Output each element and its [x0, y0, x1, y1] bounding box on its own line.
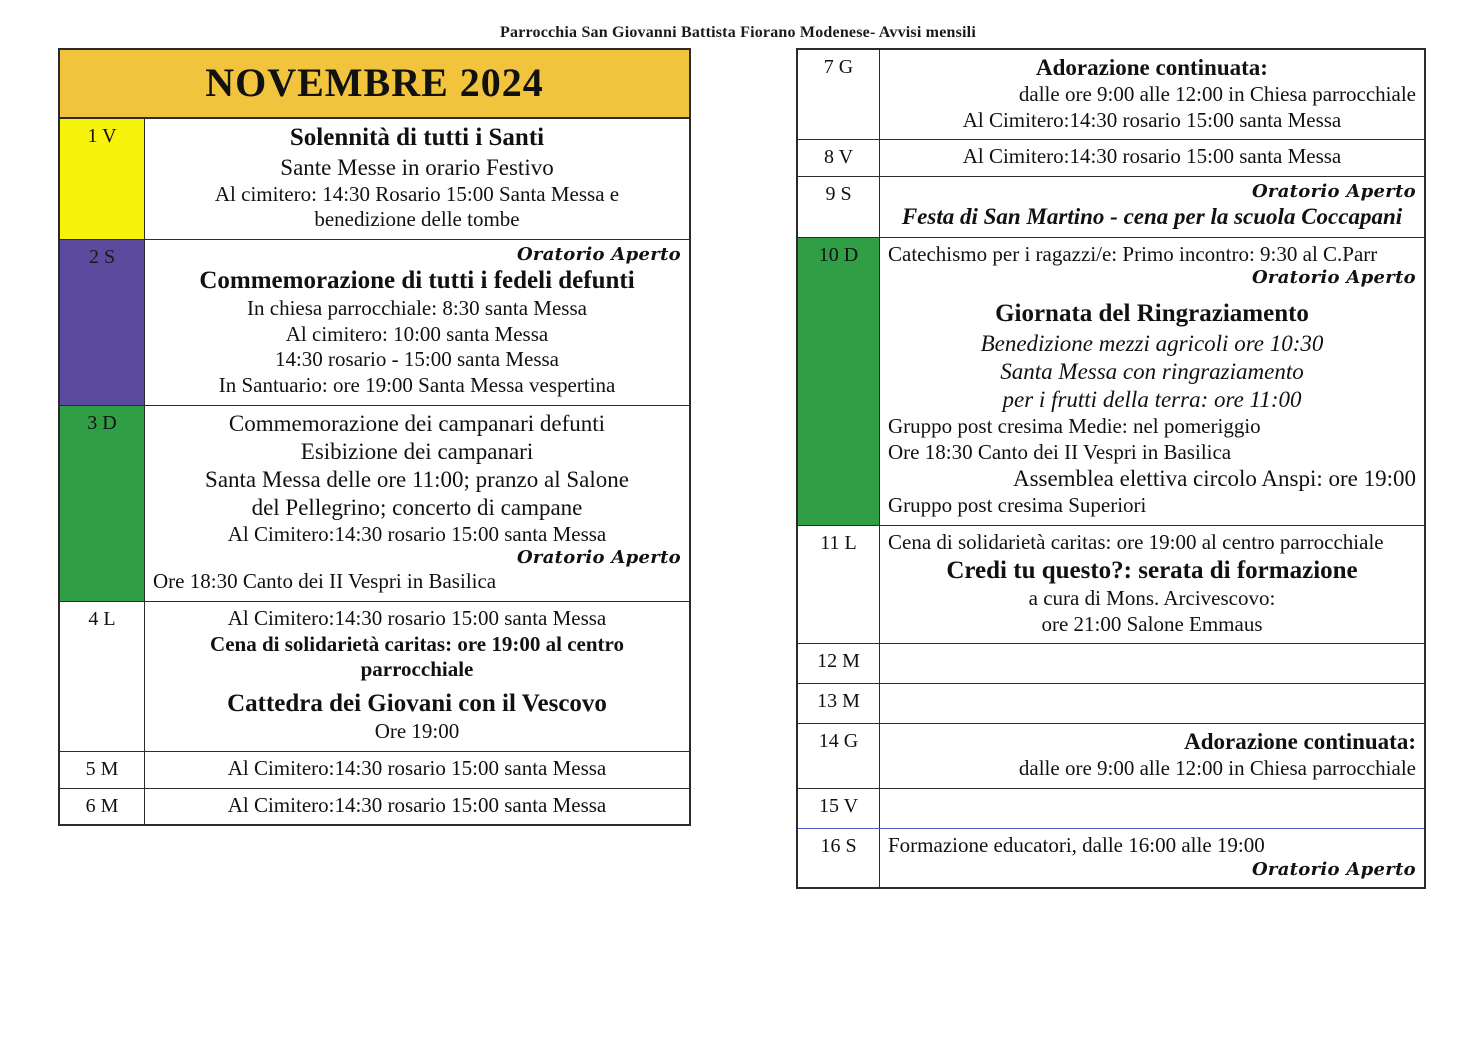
- day-cell: 7 G: [798, 50, 880, 139]
- event-line: Credi tu questo?: serata di formazione: [946, 556, 1358, 584]
- event-line: dalle ore 9:00 alle 12:00 in Chiesa parrocchiale: [1018, 756, 1416, 781]
- document-header: Parrocchia San Giovanni Battista Fiorano Modenese- Avvisi mensili: [500, 24, 976, 41]
- event-line: Cena di solidarietà caritas: ore 19:00 al centro parrocchiale: [888, 529, 1384, 554]
- event-line: dalle ore 9:00 alle 12:00 in Chiesa parrocchiale: [1018, 82, 1416, 107]
- event-line: Santa Messa con ringraziamento: [1000, 358, 1304, 384]
- left-rows-container: [60, 119, 689, 824]
- event-line: Ore 19:00: [374, 719, 460, 744]
- event-line: Oratorio Aperto: [1251, 180, 1416, 202]
- event-line: Cattedra dei Giovani con il Vescovo: [227, 689, 607, 717]
- event-line: In Santuario: ore 19:00 Santa Messa vespertina: [218, 373, 616, 398]
- day-events: [880, 50, 1424, 139]
- day-cell: 12 M: [798, 644, 880, 683]
- day-cell: 14 G: [798, 724, 880, 788]
- day-cell: 5 M: [60, 752, 145, 788]
- day-events: [145, 752, 689, 788]
- event-line: Oratorio Aperto: [516, 243, 681, 265]
- day-events: [880, 177, 1424, 237]
- event-line: del Pellegrino; concerto di campane: [251, 494, 583, 520]
- event-line: Al Cimitero:14:30 rosario 15:00 santa Messa: [227, 792, 607, 817]
- event-line: 14:30 rosario - 15:00 santa Messa: [274, 347, 560, 372]
- event-line: Festa di San Martino - cena per la scuola Coccapani: [901, 203, 1403, 229]
- event-line: ore 21:00 Salone Emmaus: [1041, 611, 1263, 636]
- event-line: Sante Messe in orario Festivo: [280, 154, 554, 180]
- day-cell: 15 V: [798, 789, 880, 828]
- day-events: [145, 789, 689, 825]
- event-line: Santa Messa delle ore 11:00; pranzo al Salone: [205, 466, 629, 492]
- calendar-row: [798, 140, 1424, 177]
- calendar-row: [798, 50, 1424, 140]
- day-cell: 3 D: [60, 406, 145, 601]
- calendar-row: [798, 829, 1424, 887]
- event-line: Cena di solidarietà caritas: ore 19:00 al centro parrocchiale: [210, 631, 624, 682]
- calendar-row: [798, 177, 1424, 238]
- event-line: Solennità di tutti i Santi: [289, 124, 545, 151]
- event-line: Commemorazione di tutti i fedeli defunti: [199, 266, 635, 294]
- day-events: [145, 119, 689, 239]
- month-title: NOVEMBRE 2024: [60, 50, 689, 119]
- event-line: a cura di Mons. Arcivescovo:: [1028, 586, 1276, 611]
- day-events: [880, 829, 1424, 887]
- day-cell: 10 D: [798, 238, 880, 525]
- day-cell: 11 L: [798, 526, 880, 643]
- event-line: Oratorio Aperto: [516, 547, 681, 569]
- day-events: [880, 724, 1424, 788]
- day-events: [145, 240, 689, 405]
- event-line: Adorazione continuata:: [1184, 729, 1416, 755]
- calendar-row: [60, 406, 689, 602]
- event-line: Esibizione dei campanari: [300, 438, 534, 464]
- event-line: Al Cimitero:14:30 rosario 15:00 santa Messa: [227, 521, 607, 546]
- calendar-row: [60, 602, 689, 752]
- day-events: [880, 644, 1424, 683]
- event-line: Commemorazione dei campanari defunti: [228, 410, 606, 436]
- calendar-row: [798, 644, 1424, 684]
- event-line: per i frutti della terra: ore 11:00: [1002, 387, 1302, 413]
- event-line: Giornata del Ringraziamento: [995, 300, 1309, 328]
- event-line: Oratorio Aperto: [1251, 858, 1416, 880]
- event-line: In chiesa parrocchiale: 8:30 santa Messa: [247, 296, 587, 321]
- calendar-row: [798, 526, 1424, 644]
- calendar-row: [60, 789, 689, 825]
- day-events: [880, 684, 1424, 723]
- calendar-row: [798, 724, 1424, 789]
- day-cell: 1 V: [60, 119, 145, 239]
- day-events: [145, 406, 689, 601]
- event-line: Al Cimitero:14:30 rosario 15:00 santa Messa: [227, 755, 607, 780]
- day-events: [880, 238, 1424, 525]
- day-cell: 4 L: [60, 602, 145, 751]
- calendar-row: [60, 752, 689, 789]
- event-line: Formazione educatori, dalle 16:00 alle 19:00: [888, 832, 1265, 857]
- day-cell: 2 S: [60, 240, 145, 405]
- calendar-row: [60, 240, 689, 406]
- right-rows-container: [798, 50, 1424, 887]
- event-line: Al Cimitero:14:30 rosario 15:00 santa Messa: [227, 606, 607, 631]
- day-cell: 13 M: [798, 684, 880, 723]
- day-events: [145, 602, 689, 751]
- calendar-row: [798, 789, 1424, 829]
- event-line: Benedizione mezzi agricoli ore 10:30: [980, 330, 1324, 356]
- day-events: [880, 789, 1424, 828]
- day-cell: 6 M: [60, 789, 145, 825]
- day-events: [880, 140, 1424, 176]
- event-line: Al Cimitero:14:30 rosario 15:00 santa Messa: [962, 144, 1342, 169]
- event-line: Ore 18:30 Canto dei II Vespri in Basilica: [888, 439, 1232, 464]
- day-cell: 8 V: [798, 140, 880, 176]
- event-line: Adorazione continuata:: [1036, 55, 1268, 80]
- event-line: Catechismo per i ragazzi/e: Primo incontro: 9:30 al C.Parr: [888, 241, 1378, 266]
- event-line: Oratorio Aperto: [1251, 267, 1416, 289]
- right-calendar-column: [796, 48, 1426, 889]
- left-calendar-column: [58, 48, 691, 826]
- event-line: Assemblea elettiva circolo Anspi: ore 19:00: [1012, 466, 1416, 492]
- calendar-row: [798, 238, 1424, 526]
- event-line: Al cimitero: 14:30 Rosario 15:00 Santa Messa e: [214, 181, 620, 206]
- event-line: [888, 289, 1416, 299]
- event-line: Al Cimitero:14:30 rosario 15:00 santa Messa: [962, 107, 1342, 132]
- event-line: Gruppo post cresima Superiori: [888, 493, 1147, 518]
- calendar-row: [798, 684, 1424, 724]
- event-line: Ore 18:30 Canto dei II Vespri in Basilica: [153, 569, 497, 594]
- day-events: [880, 526, 1424, 643]
- day-cell: 9 S: [798, 177, 880, 237]
- event-line: Al cimitero: 10:00 santa Messa: [285, 321, 549, 346]
- event-line: Gruppo post cresima Medie: nel pomeriggio: [888, 414, 1261, 439]
- day-cell: 16 S: [798, 829, 880, 887]
- event-line: benedizione delle tombe: [314, 207, 520, 232]
- calendar-row: [60, 119, 689, 240]
